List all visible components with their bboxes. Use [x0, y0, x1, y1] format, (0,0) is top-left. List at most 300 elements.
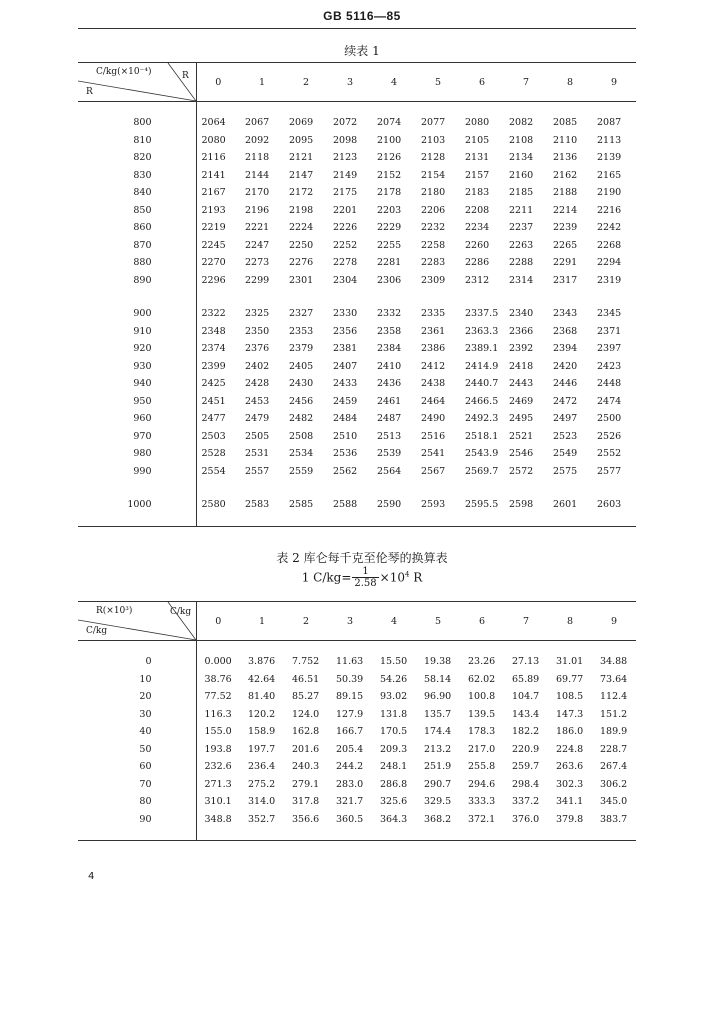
- table-spacer-cell: [592, 514, 636, 527]
- table-cell: 2216: [597, 204, 622, 216]
- table-cell: 2252: [333, 239, 358, 251]
- table-cell: 2294: [597, 257, 622, 269]
- table-cell: 2516: [421, 430, 446, 442]
- table-spacer-cell: [372, 828, 416, 841]
- table-cell: 2288: [509, 257, 534, 269]
- table-cell: 112.4: [600, 691, 628, 703]
- table-cell: 2283: [421, 257, 446, 269]
- table-cell: 116.3: [204, 708, 232, 720]
- table-cell: 2270: [201, 257, 226, 269]
- table-row: [78, 219, 636, 237]
- table-row: [78, 706, 636, 724]
- table-cell: 283.0: [336, 778, 364, 790]
- table-cell: 310.1: [204, 796, 232, 808]
- table-spacer-cell: [504, 102, 548, 115]
- table-spacer-cell: [460, 480, 504, 496]
- formula-numerator: 1: [352, 566, 378, 578]
- column-header: 5: [416, 63, 460, 102]
- table-cell: 2242: [597, 222, 622, 234]
- table-row: [78, 671, 636, 689]
- table-cell: 2595.5: [465, 499, 499, 511]
- table-cell: 89.15: [336, 691, 364, 703]
- table-spacer-cell: [372, 480, 416, 496]
- column-header: 0: [196, 602, 240, 641]
- table-cell: 2250: [289, 239, 314, 251]
- row-label: 70: [78, 776, 196, 794]
- table-cell: 2273: [245, 257, 270, 269]
- table-cell: 2234: [465, 222, 490, 234]
- table-cell: 2312: [465, 274, 490, 286]
- table-cell: 228.7: [600, 743, 628, 755]
- table-row: [78, 184, 636, 202]
- table-cell: 2585: [289, 499, 314, 511]
- row-label: 950: [78, 393, 196, 411]
- table-cell: 2446: [553, 378, 578, 390]
- table-cell: 2549: [553, 448, 578, 460]
- table-cell: 186.0: [556, 726, 584, 738]
- table-cell: 34.88: [600, 656, 628, 668]
- table-cell: 2345: [597, 308, 622, 320]
- table-cell: 2092: [245, 134, 270, 146]
- table2-corner-top: R(×10³): [96, 606, 133, 616]
- table-cell: 2121: [289, 152, 314, 164]
- table2-header-row: [78, 602, 636, 641]
- table-cell: 2577: [597, 465, 622, 477]
- table-cell: 2304: [333, 274, 358, 286]
- table-cell: 182.2: [512, 726, 540, 738]
- table-cell: 2389.1: [465, 343, 499, 355]
- table-cell: 2518.1: [465, 430, 499, 442]
- table-spacer-cell: [240, 514, 284, 527]
- table-cell: 2464: [421, 395, 446, 407]
- row-label: 980: [78, 445, 196, 463]
- table-cell: 2170: [245, 187, 270, 199]
- table-cell: 352.7: [248, 813, 276, 825]
- table-cell: 2562: [333, 465, 358, 477]
- formula-denominator: 2.58: [354, 578, 377, 589]
- table-cell: 2175: [333, 187, 358, 199]
- table-cell: 2072: [333, 117, 358, 129]
- formula-fraction: [352, 566, 378, 590]
- table-spacer-cell: [416, 641, 460, 654]
- table-cell: 124.0: [292, 708, 320, 720]
- table-cell: 38.76: [204, 673, 232, 685]
- table-cell: 286.8: [380, 778, 408, 790]
- table-cell: 2453: [245, 395, 270, 407]
- table-spacer-cell: [548, 514, 592, 527]
- table-cell: 236.4: [248, 761, 276, 773]
- table2-body: [78, 641, 636, 841]
- table-spacer-cell: [240, 641, 284, 654]
- table-row: [78, 254, 636, 272]
- table-cell: 2325: [245, 308, 270, 320]
- table-cell: 2543.9: [465, 448, 499, 460]
- table-cell: 2260: [465, 239, 490, 251]
- table-cell: 19.38: [424, 656, 452, 668]
- column-header: 3: [328, 602, 372, 641]
- table-cell: 2361: [421, 325, 446, 337]
- table-cell: 2064: [201, 117, 226, 129]
- table-cell: 345.0: [600, 796, 628, 808]
- table-cell: 96.90: [424, 691, 452, 703]
- table-spacer-cell: [78, 641, 196, 654]
- table-cell: 77.52: [204, 691, 232, 703]
- table-cell: 2214: [553, 204, 578, 216]
- table-spacer-cell: [548, 641, 592, 654]
- table-spacer-cell: [196, 102, 240, 115]
- table-row: [78, 393, 636, 411]
- column-header: 7: [504, 63, 548, 102]
- conversion-table-1: [78, 62, 636, 527]
- table-spacer-cell: [196, 514, 240, 527]
- table-cell: 275.2: [248, 778, 276, 790]
- table-cell: 143.4: [512, 708, 540, 720]
- row-label: 30: [78, 706, 196, 724]
- table-row: [78, 496, 636, 514]
- table-cell: 73.64: [600, 673, 628, 685]
- table-cell: 93.02: [380, 691, 408, 703]
- table-cell: 2110: [553, 134, 578, 146]
- table-cell: 2100: [377, 134, 402, 146]
- table-cell: 2356: [333, 325, 358, 337]
- table-spacer-cell: [548, 289, 592, 305]
- table-cell: 2245: [201, 239, 226, 251]
- column-header: 3: [328, 63, 372, 102]
- table-cell: 2436: [377, 378, 402, 390]
- row-label: 840: [78, 184, 196, 202]
- table-cell: 2067: [245, 117, 270, 129]
- table-cell: 2219: [201, 222, 226, 234]
- table-cell: 2193: [201, 204, 226, 216]
- table-cell: 2363.3: [465, 325, 499, 337]
- table-cell: 317.8: [292, 796, 320, 808]
- table-cell: 2314: [509, 274, 534, 286]
- table-cell: 2603: [597, 499, 622, 511]
- table-cell: 11.63: [336, 656, 364, 668]
- table-cell: 2327: [289, 308, 314, 320]
- table-cell: 2134: [509, 152, 534, 164]
- table-cell: 2278: [333, 257, 358, 269]
- row-label: 830: [78, 167, 196, 185]
- table-row: [78, 410, 636, 428]
- row-label: 860: [78, 219, 196, 237]
- table-row: [78, 741, 636, 759]
- table-cell: 356.6: [292, 813, 320, 825]
- column-header: 2: [284, 602, 328, 641]
- table-spacer-cell: [328, 102, 372, 115]
- table-spacer-cell: [328, 641, 372, 654]
- table-cell: 2165: [597, 169, 622, 181]
- table-cell: 2539: [377, 448, 402, 460]
- table-cell: 306.2: [600, 778, 628, 790]
- table-cell: 131.8: [380, 708, 408, 720]
- row-label: 850: [78, 202, 196, 220]
- row-label: 990: [78, 463, 196, 481]
- table-cell: 2420: [553, 360, 578, 372]
- table-cell: 2268: [597, 239, 622, 251]
- table-cell: 341.1: [556, 796, 584, 808]
- column-header: 5: [416, 602, 460, 641]
- table-cell: 2394: [553, 343, 578, 355]
- table-cell: 2477: [201, 413, 226, 425]
- row-label: 900: [78, 305, 196, 323]
- table-cell: 294.6: [468, 778, 496, 790]
- table-cell: 2160: [509, 169, 534, 181]
- table-cell: 2291: [553, 257, 578, 269]
- formula-exponent: 4: [404, 570, 410, 579]
- table-cell: 2461: [377, 395, 402, 407]
- table-cell: 2162: [553, 169, 578, 181]
- table1-corner-bottom: R: [86, 87, 93, 97]
- table-cell: 2276: [289, 257, 314, 269]
- table-cell: 2564: [377, 465, 402, 477]
- table-cell: 2557: [245, 465, 270, 477]
- table-cell: 166.7: [336, 726, 364, 738]
- table-spacer-cell: [196, 828, 240, 841]
- table-cell: 69.77: [556, 673, 584, 685]
- table-cell: 2541: [421, 448, 446, 460]
- formula-rhs-prefix: ×10: [379, 570, 405, 585]
- column-header: 1: [240, 63, 284, 102]
- table-cell: 2265: [553, 239, 578, 251]
- table-cell: 2167: [201, 187, 226, 199]
- conversion-table-2: [78, 601, 636, 841]
- table-cell: 2281: [377, 257, 402, 269]
- table-spacer-cell: [328, 828, 372, 841]
- row-label: 920: [78, 340, 196, 358]
- table-cell: 2131: [465, 152, 490, 164]
- table-row: [78, 323, 636, 341]
- column-header: 6: [460, 63, 504, 102]
- table-cell: 2428: [245, 378, 270, 390]
- table-cell: 290.7: [424, 778, 452, 790]
- table-cell: 2229: [377, 222, 402, 234]
- table-cell: 2126: [377, 152, 402, 164]
- table-row: [78, 340, 636, 358]
- table-spacer-cell: [196, 289, 240, 305]
- table-row: [78, 463, 636, 481]
- table-cell: 27.13: [512, 656, 540, 668]
- table-cell: 2319: [597, 274, 622, 286]
- table-cell: 2358: [377, 325, 402, 337]
- table-cell: 2438: [421, 378, 446, 390]
- row-label: 960: [78, 410, 196, 428]
- table-cell: 213.2: [424, 743, 452, 755]
- table-cell: 2371: [597, 325, 622, 337]
- column-header: 9: [592, 602, 636, 641]
- table-cell: 2263: [509, 239, 534, 251]
- table-cell: 135.7: [424, 708, 452, 720]
- table-spacer-cell: [284, 828, 328, 841]
- table-cell: 360.5: [336, 813, 364, 825]
- table-cell: 2113: [597, 134, 622, 146]
- table-cell: 2448: [597, 378, 622, 390]
- table-cell: 201.6: [292, 743, 320, 755]
- table-cell: 2410: [377, 360, 402, 372]
- table2-caption: 表 2 库仑每千克至伦琴的换算表: [276, 551, 448, 565]
- table-cell: 2490: [421, 413, 446, 425]
- table-cell: 2443: [509, 378, 534, 390]
- table-cell: 2580: [201, 499, 226, 511]
- table-row: [78, 149, 636, 167]
- table-cell: 2601: [553, 499, 578, 511]
- table-cell: 2397: [597, 343, 622, 355]
- table-cell: 2523: [553, 430, 578, 442]
- table-cell: 178.3: [468, 726, 496, 738]
- table-cell: 2157: [465, 169, 490, 181]
- table-cell: 2374: [201, 343, 226, 355]
- table-cell: 2183: [465, 187, 490, 199]
- table-cell: 2430: [289, 378, 314, 390]
- table-cell: 2077: [421, 117, 446, 129]
- table-cell: 3.876: [248, 656, 276, 668]
- table-row: [78, 758, 636, 776]
- table-cell: 2572: [509, 465, 534, 477]
- table-cell: 2484: [333, 413, 358, 425]
- row-label: 820: [78, 149, 196, 167]
- table-cell: 197.7: [248, 743, 276, 755]
- table-spacer-cell: [416, 828, 460, 841]
- table-row: [78, 358, 636, 376]
- row-label: 940: [78, 375, 196, 393]
- formula-lhs: 1 C/kg=: [301, 570, 352, 585]
- table-spacer-cell: [328, 514, 372, 527]
- column-header: 8: [548, 63, 592, 102]
- table-cell: 321.7: [336, 796, 364, 808]
- table-cell: 2353: [289, 325, 314, 337]
- table-spacer-cell: [460, 514, 504, 527]
- table1-corner-cell: [78, 63, 196, 102]
- table-cell: 2423: [597, 360, 622, 372]
- table-cell: 2116: [201, 152, 226, 164]
- table-cell: 2258: [421, 239, 446, 251]
- table-spacer-cell: [284, 641, 328, 654]
- table-cell: 279.1: [292, 778, 320, 790]
- table-cell: 2598: [509, 499, 534, 511]
- table-cell: 2402: [245, 360, 270, 372]
- table-cell: 46.51: [292, 673, 320, 685]
- table-cell: 302.3: [556, 778, 584, 790]
- column-header: 0: [196, 63, 240, 102]
- row-label: 810: [78, 132, 196, 150]
- table-cell: 2376: [245, 343, 270, 355]
- table-cell: 2433: [333, 378, 358, 390]
- table-spacer-cell: [416, 289, 460, 305]
- table-cell: 2080: [465, 117, 490, 129]
- table-spacer-cell: [196, 641, 240, 654]
- table-spacer-cell: [240, 289, 284, 305]
- table-cell: 2211: [509, 204, 534, 216]
- table-spacer-cell: [416, 514, 460, 527]
- table-spacer-cell: [284, 480, 328, 496]
- table-cell: 7.752: [292, 656, 320, 668]
- table-cell: 2474: [597, 395, 622, 407]
- table-cell: 329.5: [424, 796, 452, 808]
- table-cell: 2472: [553, 395, 578, 407]
- table-cell: 65.89: [512, 673, 540, 685]
- row-label: 40: [78, 723, 196, 741]
- table-spacer-cell: [78, 480, 196, 496]
- table-cell: 2425: [201, 378, 226, 390]
- table-spacer-cell: [240, 480, 284, 496]
- table2-corner-bottom: C/kg: [86, 626, 108, 636]
- table-cell: 2510: [333, 430, 358, 442]
- table-cell: 251.9: [424, 761, 452, 773]
- table-cell: 232.6: [204, 761, 232, 773]
- table-spacer-cell: [372, 102, 416, 115]
- table-cell: 267.4: [600, 761, 628, 773]
- table-cell: 2593: [421, 499, 446, 511]
- table-cell: 104.7: [512, 691, 540, 703]
- column-header: 2: [284, 63, 328, 102]
- table-cell: 81.40: [248, 691, 276, 703]
- table-cell: 2299: [245, 274, 270, 286]
- table-spacer-cell: [416, 480, 460, 496]
- row-label: 0: [78, 653, 196, 671]
- table-cell: 2469: [509, 395, 534, 407]
- table-cell: 2201: [333, 204, 358, 216]
- table-cell: 217.0: [468, 743, 496, 755]
- table1-header-row: [78, 63, 636, 102]
- table-cell: 100.8: [468, 691, 496, 703]
- table-cell: 2440.7: [465, 378, 499, 390]
- table-row: [78, 776, 636, 794]
- table-cell: 2575: [553, 465, 578, 477]
- table-spacer-cell: [372, 514, 416, 527]
- table-spacer-cell: [504, 514, 548, 527]
- table-cell: 2526: [597, 430, 622, 442]
- row-label: 890: [78, 272, 196, 290]
- table-spacer-cell: [548, 828, 592, 841]
- table-cell: 108.5: [556, 691, 584, 703]
- table1-corner-top: C/kg(×10⁻⁴): [96, 67, 152, 77]
- table-cell: 2343: [553, 308, 578, 320]
- table-cell: 42.64: [248, 673, 276, 685]
- table-spacer-row: [78, 514, 636, 527]
- table-cell: 2118: [245, 152, 270, 164]
- table-cell: 2497: [553, 413, 578, 425]
- table-cell: 2569.7: [465, 465, 499, 477]
- table-cell: 263.6: [556, 761, 584, 773]
- table-cell: 2332: [377, 308, 402, 320]
- table-cell: 50.39: [336, 673, 364, 685]
- row-label: 20: [78, 688, 196, 706]
- table-cell: 2583: [245, 499, 270, 511]
- table-cell: 2144: [245, 169, 270, 181]
- table-cell: 2080: [201, 134, 226, 146]
- row-label: 90: [78, 811, 196, 829]
- table-cell: 2154: [421, 169, 446, 181]
- table-cell: 2196: [245, 204, 270, 216]
- page-number: 4: [88, 871, 95, 882]
- table-cell: 2306: [377, 274, 402, 286]
- table-cell: 2322: [201, 308, 226, 320]
- row-label: 1000: [78, 496, 196, 514]
- table-cell: 2069: [289, 117, 314, 129]
- table-cell: 2136: [553, 152, 578, 164]
- table-cell: 2559: [289, 465, 314, 477]
- table-cell: 2123: [333, 152, 358, 164]
- table-spacer-cell: [460, 828, 504, 841]
- table-cell: 2495: [509, 413, 534, 425]
- table-cell: 151.2: [600, 708, 628, 720]
- column-header: 9: [592, 63, 636, 102]
- table-cell: 2206: [421, 204, 446, 216]
- table-cell: 2588: [333, 499, 358, 511]
- table-spacer-cell: [372, 641, 416, 654]
- table-spacer-cell: [78, 289, 196, 305]
- table-cell: 248.1: [380, 761, 408, 773]
